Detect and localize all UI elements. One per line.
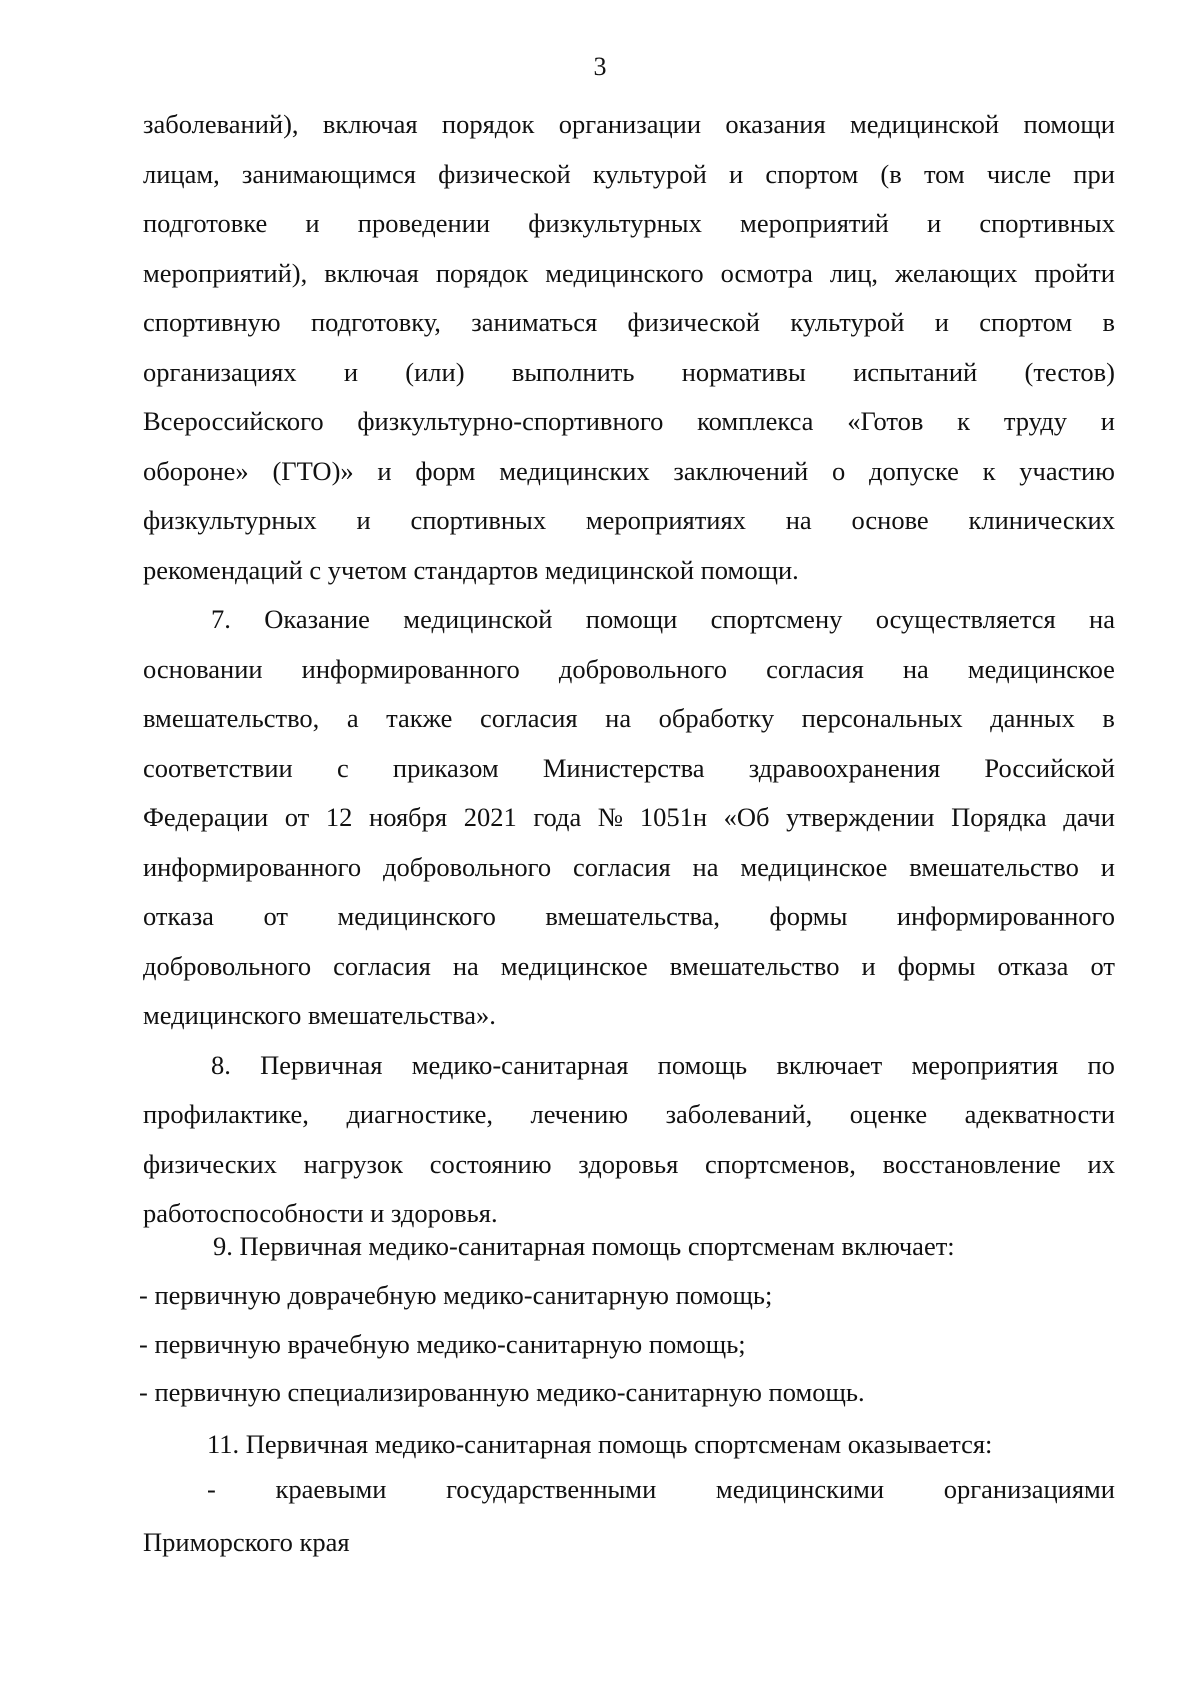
word: физической [438, 158, 571, 189]
word: и [1100, 406, 1115, 437]
word: медицинского [545, 257, 704, 288]
paragraph-2-line [143, 744, 1115, 794]
item-9-heading: 9. Первичная медико-санитарная помощь спортсменам включает: [213, 1231, 955, 1261]
paragraph-2-line [143, 694, 1115, 744]
paragraph-2-line [143, 942, 1115, 992]
word: Оказание [264, 604, 370, 635]
word: числе [986, 158, 1052, 189]
word: года [533, 802, 582, 833]
word: медицинского [337, 901, 496, 932]
word: Порядка [951, 802, 1047, 833]
word: дачи [1063, 802, 1115, 833]
word: здравоохранения [748, 752, 941, 783]
word: № [597, 802, 624, 833]
word: медико-санитарная [411, 1049, 629, 1080]
word: (или) [405, 356, 465, 387]
word: медицинское [740, 851, 888, 882]
word: том [923, 158, 965, 189]
paragraph-1-line [143, 249, 1115, 299]
paragraph-1-line [143, 100, 1115, 150]
word: восстановление [882, 1148, 1061, 1179]
word: краевыми [275, 1474, 387, 1504]
word: оценке [849, 1099, 928, 1130]
word: формы [769, 901, 848, 932]
word: соответствии [143, 752, 293, 783]
word: занимающимся [241, 158, 416, 189]
word: медицинской [849, 109, 1000, 140]
word: государственными [446, 1474, 657, 1504]
word: приказом [392, 752, 499, 783]
word: вмешательство [669, 950, 840, 981]
word: и [343, 356, 358, 387]
word: утверждении [786, 802, 935, 833]
item-9-list-item: - первичную доврачебную медико-санитарную помощь; [139, 1280, 773, 1310]
word: нагрузок [303, 1148, 403, 1179]
paragraph-1-line [143, 447, 1115, 497]
word: (тестов) [1024, 356, 1115, 387]
paragraph-3-line [143, 1090, 1115, 1140]
page-number: 3 [593, 52, 607, 81]
word: лиц, [829, 257, 879, 288]
word: лечению [530, 1099, 629, 1130]
word: спортивных [410, 505, 547, 536]
word: лицам, [143, 158, 220, 189]
word: обороне» [143, 455, 249, 486]
word: профилактике, [143, 1099, 309, 1130]
word: информированного [896, 901, 1115, 932]
word: осуществляется [875, 604, 1056, 635]
word: спортивных [979, 208, 1115, 239]
word: и [305, 208, 320, 239]
word: культурой [790, 307, 905, 338]
word: (в [880, 158, 902, 189]
word: физической [627, 307, 760, 338]
word: пройти [1034, 257, 1115, 288]
word: включает [776, 1049, 883, 1080]
word: медицинской [403, 604, 553, 635]
word: включая [322, 109, 418, 140]
paragraph-1-line [143, 150, 1115, 200]
paragraph-2-line [143, 645, 1115, 695]
word: на [605, 703, 632, 734]
paragraph-1-line [143, 397, 1115, 447]
paragraph-1-line: рекомендаций с учетом стандартов медицинской помощи. [143, 554, 799, 585]
word: Российской [984, 752, 1115, 783]
word: оказания [725, 109, 826, 140]
word: ноября [369, 802, 448, 833]
word: отказа [997, 950, 1069, 981]
word: выполнить [511, 356, 635, 387]
word: спортом [765, 158, 859, 189]
word: диагностике, [346, 1099, 493, 1130]
word: подготовку, [310, 307, 441, 338]
word: основании [143, 653, 263, 684]
word: мероприятиях [585, 505, 746, 536]
word: спортсмену [710, 604, 843, 635]
word: медицинское [500, 950, 648, 981]
paragraph-1-line [143, 199, 1115, 249]
word: отказа [143, 901, 214, 932]
word: 7. [211, 604, 231, 635]
word: на [902, 653, 929, 684]
word: заниматься [471, 307, 598, 338]
paragraph-1-line [143, 348, 1115, 398]
word: согласия [333, 950, 431, 981]
word: 12 [325, 802, 353, 833]
word: помощь [657, 1049, 748, 1080]
word: культурой [592, 158, 707, 189]
word: мероприятий), [143, 257, 308, 288]
word: (ГТО)» [272, 455, 354, 486]
word: от [284, 802, 310, 833]
word: вмешательство, [143, 703, 320, 734]
word: порядок [435, 257, 529, 288]
word: и [1100, 851, 1115, 882]
word: заболеваний, [665, 1099, 813, 1130]
word: Первичная [260, 1049, 383, 1080]
item-9-list-item: - первичную врачебную медико-санитарную помощь; [139, 1329, 746, 1359]
paragraph-1-line [143, 496, 1115, 546]
word: согласия [573, 851, 671, 882]
word: вмешательство [909, 851, 1079, 882]
word: и [729, 158, 744, 189]
paragraph-2-line [143, 793, 1115, 843]
word: физкультурных [143, 505, 317, 536]
word: согласия [479, 703, 578, 734]
word: на [1089, 604, 1115, 635]
word: помощи [1023, 109, 1115, 140]
word: формы [897, 950, 976, 981]
word: и [861, 950, 876, 981]
word: медицинских [499, 455, 650, 486]
word: нормативы [681, 356, 806, 387]
word: данных [990, 703, 1075, 734]
word: их [1087, 1148, 1115, 1179]
word: с [336, 752, 349, 783]
word: 8. [211, 1049, 231, 1080]
word: организации [558, 109, 702, 140]
paragraph-3-line [143, 1140, 1115, 1190]
word: осмотра [720, 257, 813, 288]
word: о [831, 455, 846, 486]
word: физкультурно-спортивного [357, 406, 664, 437]
word: основе [851, 505, 929, 536]
word: в [1102, 703, 1115, 734]
word: добровольного [382, 851, 552, 882]
word: спортивную [143, 307, 281, 338]
word: организациях [143, 356, 297, 387]
word: а [346, 703, 359, 734]
word: спортсменов, [705, 1148, 856, 1179]
paragraph-2-line [143, 595, 1115, 645]
paragraph-2-line [143, 843, 1115, 893]
word: вмешательства, [545, 901, 721, 932]
word: желающих [895, 257, 1018, 288]
word: обработку [658, 703, 775, 734]
word: здоровья [578, 1148, 679, 1179]
word: медицинскими [715, 1474, 885, 1504]
word: добровольного [143, 950, 312, 981]
paragraph-2-line: медицинского вмешательства». [143, 1000, 496, 1031]
word: включая [324, 257, 419, 288]
word: проведении [357, 208, 491, 239]
word: и [356, 505, 371, 536]
word: порядок [441, 109, 535, 140]
word: 2021 [463, 802, 517, 833]
word: заключений [673, 455, 809, 486]
word: Федерации [143, 802, 269, 833]
word: и [377, 455, 392, 486]
word: подготовке [143, 208, 268, 239]
word: и [927, 208, 942, 239]
item-11-heading: 11. Первичная медико-санитарная помощь спортсменам оказывается: [207, 1429, 993, 1459]
word: к [957, 406, 971, 437]
word: мероприятия [911, 1049, 1059, 1080]
word: медицинское [967, 653, 1115, 684]
item-11-list-item [207, 1465, 1115, 1514]
word: на [785, 505, 812, 536]
document-body [143, 100, 1115, 1239]
word: также [386, 703, 453, 734]
word: испытаний [853, 356, 978, 387]
word: спортом [979, 307, 1073, 338]
word: персональных [801, 703, 963, 734]
word: при [1073, 158, 1115, 189]
word: Министерства [542, 752, 705, 783]
word: помощи [585, 604, 678, 635]
word: «Готов [847, 406, 924, 437]
word: информированного [143, 851, 362, 882]
word: и [934, 307, 949, 338]
word: мероприятий [740, 208, 889, 239]
word: на [452, 950, 479, 981]
word: согласия [766, 653, 864, 684]
word: информированного [301, 653, 520, 684]
word: заболеваний), [143, 109, 299, 140]
word: физкультурных [528, 208, 702, 239]
word: форм [415, 455, 476, 486]
word: допуске [868, 455, 959, 486]
word: «Об [723, 802, 770, 833]
word: состоянию [429, 1148, 552, 1179]
word: 1051н [639, 802, 707, 833]
word: труду [1003, 406, 1067, 437]
word: от [1090, 950, 1115, 981]
word: - [207, 1474, 216, 1504]
paragraph-3-line: работоспособности и здоровья. [143, 1198, 498, 1229]
word: физических [143, 1148, 277, 1179]
word: адекватности [964, 1099, 1115, 1130]
paragraph-3-line [143, 1041, 1115, 1091]
word: участию [1019, 455, 1115, 486]
word: организациями [943, 1474, 1115, 1504]
word: Всероссийского [143, 406, 324, 437]
item-11-list-continuation: Приморского края [143, 1527, 350, 1557]
item-9-list-item: - первичную специализированную медико-санитарную помощь. [139, 1377, 865, 1407]
word: к [982, 455, 996, 486]
paragraph-2-line [143, 892, 1115, 942]
word: по [1087, 1049, 1115, 1080]
paragraph-1-line [143, 298, 1115, 348]
word: на [692, 851, 719, 882]
word: в [1102, 307, 1115, 338]
word: клинических [968, 505, 1115, 536]
word: комплекса [697, 406, 814, 437]
word: добровольного [558, 653, 728, 684]
word: от [263, 901, 288, 932]
